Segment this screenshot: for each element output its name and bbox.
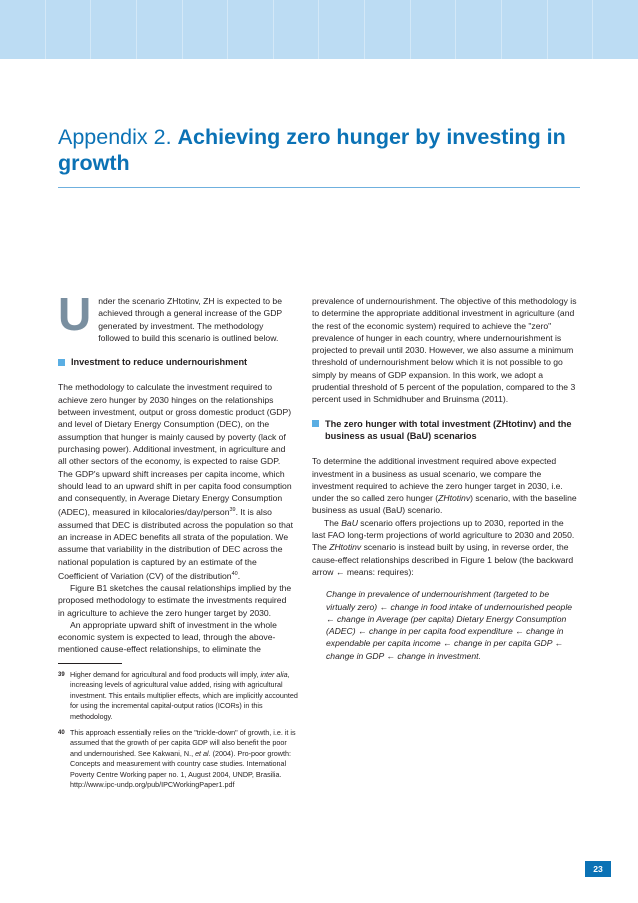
body-text: The methodology to calculate the investment required to achieve zero hunger by 2030 hinges on the relationships between investment, output or gross domestic product (GDP) and level of Dietary Energy Consumption (DEC), on the assumption that hunger is mainly caused by poverty (lack of purchasing power). Additional investment, in agriculture and all other sectors of the economy, is expected to raise GDP. The GDP's upward shift increases per capita income, which should lead to an upward shift in per capita food consumption and consequently, in Average Dietary Energy Consumption (ADEC), measured in kilocalories/day/person (58, 382, 292, 518)
footnote-ref: 40 (231, 570, 238, 577)
footnote (58, 728, 298, 790)
page-number: 23 (585, 861, 611, 877)
square-bullet-icon (312, 420, 319, 427)
quote-text: Change in prevalence of undernourishment (targeted to be virtually zero) ← change in food intake of undernourished people ← change in Average (per capita) Dietary Energy Consumption (ADEC) ← change in per capita food expenditure ← change in expendable per capita income ← change in per capita GDP ← change in GDP ← change in investment. (326, 589, 573, 661)
body-text: . It is also assumed that DEC is distributed across the population so that an increase in ADEC benefits all strata of the population. We assume that variability in the distribution of DEC across the national population is captured by an estimate of the Coefficient of Variation (CV) of the distribution (58, 507, 294, 581)
footnote-text: Higher demand for agricultural and food products will imply, inter alia, increasing levels of agricultural value added, rising with agricultural investment. This entails multiplier effects, which are implicitly accounted for using the incremental capital-output ratios (ICORs) in this methodology. (70, 670, 298, 721)
footnote-text: This approach essentially relies on the "trickle-down" of growth, i.e. it is assumed that the growth of per capita GDP will also benefit the poor and undernourished. See Kakwani, N., et al. (2004). Pro-poor growth: Concepts and measurement with country case studies. International Poverty Centre Working paper no. 1, August 2004, UNDP, Brasilia. http://www.ipc-undp.org/pub/IPCWorkingPaper1.pdf (70, 728, 296, 790)
square-bullet-icon (58, 359, 65, 366)
causal-chain-quote (326, 588, 577, 662)
body-paragraph: The BaU scenario offers projections up to 2030, reported in the last FAO long-term projections of world agriculture to 2030 and 2050. The ZHtotinv scenario is instead built by using, in reverse order, the cause-effect relationships described in Figure 1 below (the backward arrow ← means: requires): (312, 517, 575, 577)
title-lead: Appendix 2. (58, 125, 178, 149)
heading-text: The zero hunger with total investment (ZHtotinv) and the business as usual (BaU) scenarios (325, 418, 572, 441)
body-text: . (237, 570, 241, 581)
footnote-number: 40 (58, 730, 65, 737)
heading-text: Investment to reduce undernourishment (71, 357, 248, 368)
header-band (0, 0, 638, 59)
intro-paragraph (58, 288, 295, 344)
section-heading-scenarios (312, 418, 577, 443)
footnote-number: 39 (58, 672, 65, 678)
intro-text: nder the scenario ZHtotinv, ZH is expected to be achieved through a general increase of the GDP generated by investment. The methodology followed to build this scenario is outlined below. (98, 296, 283, 343)
drop-cap: U (58, 288, 92, 340)
title-rule (58, 187, 580, 188)
page-title (58, 124, 578, 176)
body-paragraph: An appropriate upward shift of investment in the whole economic system is expected to lead, through the above-mentioned cause-effect relationships, to eliminate the (58, 619, 277, 655)
body-paragraph (58, 381, 295, 581)
body-paragraph: Figure B1 sketches the causal relationships implied by the proposed methodology to estimate the investments required in agriculture to achieve the zero hunger target by 2030. (58, 582, 292, 618)
footnote-rule (58, 663, 122, 664)
body-paragraph: To determine the additional investment required above expected investment in a business as usual scenario, we compare the investment required to achieve the zero hunger target in 2030, i.e. under the so called zero hunger (ZHtotinv) scenario, with the baseline business as usual (BaU) scenario. (312, 456, 577, 516)
body-paragraph: prevalence of undernourishment. The objective of this methodology is to determine the appropriate additional investment in agriculture (and the rest of the economic system) required to achieve the "zero" prevalence of hunger in each country, where undernourishment is projected to prevail until 2030. However, we also assume a minimum threshold of undernourishment below which it is not possible to go simply by means of GDP expansion. In this work, we adopt a prudential threshold of 5 percent of the population, compared to the 3 percent used in Schmidhuber and Bruinsma (2011). (312, 296, 577, 405)
left-column (58, 288, 295, 656)
footnotes (58, 670, 298, 796)
title-bold: Achieving zero hunger by investing in growth (58, 125, 566, 175)
right-column (312, 295, 577, 662)
section-heading-investment (58, 356, 295, 368)
footnote-ref: 39 (229, 507, 236, 514)
footnote (58, 670, 298, 722)
